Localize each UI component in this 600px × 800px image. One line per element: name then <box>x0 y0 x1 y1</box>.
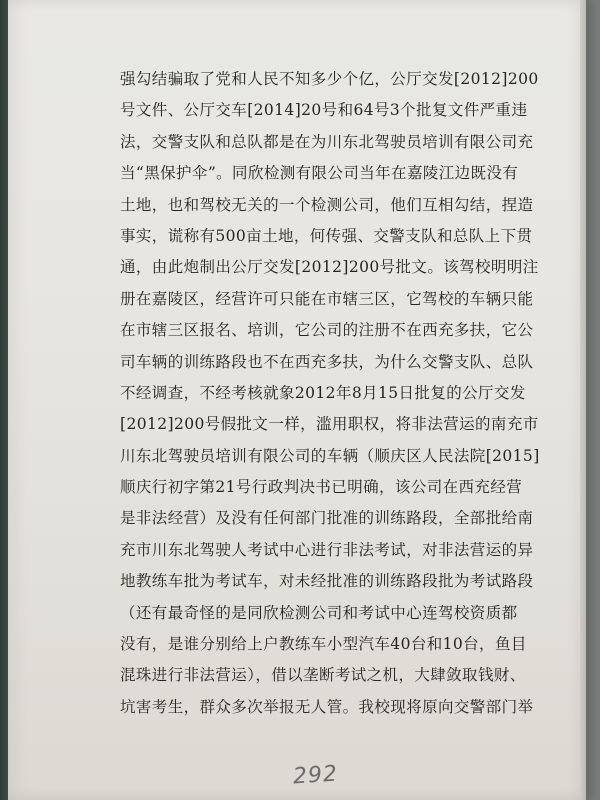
text-line: 坑害考生，群众多次举报无人管。我校现将原向交警部门举 <box>120 697 534 716</box>
text-line: 事实，谎称有500亩土地，何传强、交警支队和总队上下贯 <box>120 226 533 245</box>
page-edge <box>580 0 586 800</box>
text-line: 地教练车批为考试车，对未经批准的训练路段批为考试路段 <box>120 572 534 591</box>
text-line: （还有最奇怪的是同欣检测公司和考试中心连驾校资质都 <box>120 603 518 622</box>
text-line: 川东北驾驶员培训有限公司的车辆（顺庆区人民法院[2015] <box>120 446 540 465</box>
text-line: 没有，是谁分别给上户教练车小型汽车40台和10台，鱼目 <box>120 635 527 654</box>
text-line: [2012]200号假批文一样，滥用职权，将非法营运的南充市 <box>120 415 539 434</box>
text-line: 顺庆行初字第21号行政判决书已明确，该公司在西充经营 <box>120 478 523 497</box>
text-line: 通，由此炮制出公厅交发[2012]200号批文。该驾校明明注 <box>120 258 539 277</box>
text-line: 法，交警支队和总队都是在为川东北驾驶员培训有限公司充 <box>120 132 534 151</box>
document-page <box>8 0 586 800</box>
text-line: 当“黑保护伞”。同欣检测有限公司当年在嘉陵江边既没有 <box>120 164 519 183</box>
text-line: 强勾结骗取了党和人民不知多少个亿，公厅交发[2012]200 <box>120 70 539 88</box>
text-line: 是非法经营）及没有任何部门批准的训练路段，全部批给南 <box>120 509 534 528</box>
text-line: 在市辖三区报名、培训，它公司的注册不在西充多扶，它公 <box>120 321 534 340</box>
text-line: 号文件、公厅交车[2014]20号和64号3个批复文件严重违 <box>120 101 528 120</box>
text-line: 不经调查，不经考核就象2012年8月15日批复的公厅交发 <box>120 383 526 402</box>
text-line: 司车辆的训练路段也不在西充多扶，为什么交警支队、总队 <box>120 352 534 371</box>
text-line: 册在嘉陵区，经营许可只能在市辖三区，它驾校的车辆只能 <box>120 289 534 308</box>
body-text <box>120 64 540 723</box>
text-line: 土地，也和驾校无关的一个检测公司，他们互相勾结，捏造 <box>120 195 534 214</box>
handwritten-page-number: 292 <box>292 761 339 790</box>
text-line: 混珠进行非法营运），借以垄断考试之机，大肆敛取钱财、 <box>120 666 526 685</box>
text-line: 充市川东北驾驶人考试中心进行非法考试，对非法营运的异 <box>120 540 534 559</box>
